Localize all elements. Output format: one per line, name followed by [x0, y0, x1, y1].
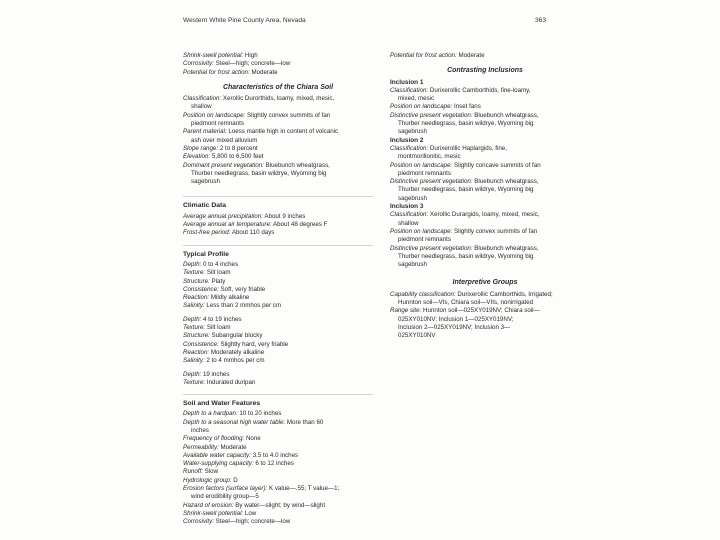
- field-value: Less than 2 mmhos per cm: [204, 302, 282, 310]
- field-value: About 9 inches: [263, 212, 306, 220]
- field-value: Moderate: [218, 443, 247, 451]
- field-label: Distinctive present vegetation:: [390, 111, 473, 119]
- field-value: 2 to 8 percent: [218, 144, 258, 152]
- field-continuation: [183, 178, 373, 186]
- field-line: [183, 332, 373, 340]
- field-line: [390, 178, 580, 186]
- field-value: Xerollic Durargids, loamy, mixed, mesic,: [428, 211, 540, 219]
- field-label: Depth to a seasonal high water table:: [183, 418, 286, 426]
- field-value: Soft, very friable: [218, 285, 266, 293]
- field-label: Texture:: [183, 378, 206, 386]
- field-label: Texture:: [183, 324, 206, 332]
- field-value: Bluebunch wheatgrass,: [263, 161, 330, 169]
- field-value: piedmont remnants: [398, 236, 451, 244]
- field-label: Frequency of flooding:: [183, 435, 245, 443]
- field-label: Consistence:: [183, 340, 219, 348]
- field-continuation: [390, 236, 580, 244]
- field-value: sagebrush: [398, 128, 427, 136]
- field-value: Hunnton soil—VIs, Chiara soil—VIIs, nonirrigated: [398, 299, 534, 307]
- field-value: More than 60: [285, 418, 324, 426]
- field-value: Slightly concave summits of fan: [452, 161, 541, 169]
- field-label: Reaction:: [183, 294, 210, 302]
- field-value: Moderately alkaline: [209, 348, 265, 356]
- field-label: Hazard of erosion:: [183, 501, 234, 509]
- field-line: [183, 69, 373, 77]
- field-label: Shrink-swell potential:: [183, 52, 244, 59]
- field-label: Range site:: [390, 307, 422, 315]
- field-value: Steel—high; concrete—low: [213, 60, 291, 68]
- left-column: [183, 52, 373, 527]
- field-label: Potential for frost action:: [390, 52, 457, 59]
- field-line: [390, 228, 580, 236]
- running-header: Western White Pine County Area, Nevada: [183, 17, 306, 24]
- section-heading-inclusions: Contrasting Inclusions: [447, 67, 523, 75]
- field-value: Bluebunch wheatgrass,: [472, 111, 539, 119]
- field-label: Depth:: [183, 370, 202, 378]
- field-label: Available water capacity:: [183, 451, 251, 459]
- field-continuation: [390, 170, 580, 178]
- section-heading-interpretive: Interpretive Groups: [452, 279, 518, 287]
- field-value: Thurber needlegrass, basin wildrye, Wyoming big: [191, 169, 327, 177]
- section-divider: [183, 394, 373, 395]
- field-value: shallow: [191, 103, 212, 111]
- field-line: [183, 316, 373, 324]
- spacer: [183, 387, 373, 392]
- field-label: Depth:: [183, 260, 202, 268]
- field-line: [183, 379, 373, 387]
- field-value: Platy: [209, 277, 226, 285]
- field-label: Permeability:: [183, 443, 219, 451]
- field-continuation: [390, 220, 580, 228]
- field-label: Structure:: [183, 332, 210, 340]
- field-continuation: [390, 186, 580, 194]
- field-label: Position on landscape:: [390, 227, 453, 235]
- field-label: Corrosivity:: [183, 518, 214, 526]
- field-continuation: [183, 103, 373, 111]
- field-line: [183, 324, 373, 332]
- field-label: Depth to a hardpan:: [183, 410, 238, 418]
- field-value: Durixerollic Camborthids, Irrigated;: [455, 290, 553, 298]
- section-divider: [183, 245, 373, 246]
- field-value: Durixerollic Haplargids, fine,: [428, 144, 507, 152]
- field-line: [183, 294, 373, 302]
- field-continuation: [390, 332, 580, 340]
- field-value: Loess mantle high in content of volcanic: [226, 128, 339, 136]
- field-line: [183, 162, 373, 170]
- field-value: Slightly convex summits of fan: [245, 111, 331, 119]
- field-line: [183, 95, 373, 103]
- field-value: wind erodibility group—5: [191, 493, 259, 501]
- field-value: Slightly hard, very friable: [218, 340, 289, 348]
- field-line: [390, 245, 580, 253]
- field-value: piedmont remnants: [191, 120, 244, 128]
- field-line: [183, 510, 373, 518]
- field-value: Silt loam: [205, 324, 231, 332]
- field-line: [183, 502, 373, 510]
- field-line: [183, 444, 373, 452]
- field-line: [390, 112, 580, 120]
- field-value: None: [244, 435, 261, 443]
- field-continuation: [390, 128, 580, 136]
- field-line: [183, 60, 373, 68]
- field-line: [183, 286, 373, 294]
- field-continuation: [390, 261, 580, 269]
- field-continuation: [390, 299, 580, 307]
- field-label: Salinity:: [183, 357, 205, 365]
- field-line: [183, 229, 373, 237]
- field-continuation: [183, 170, 373, 178]
- section-heading-soil-water: Soil and Water Features: [183, 400, 261, 408]
- field-label: Hydrologic group:: [183, 476, 232, 484]
- field-value: D: [231, 476, 238, 484]
- field-value: High: [243, 52, 258, 59]
- field-label: Shrink-swell potential:: [183, 509, 244, 517]
- section-divider: [183, 196, 373, 197]
- field-value: 19 inches: [201, 370, 230, 378]
- field-value: Xerollic Durorthids, loamy, mixed, mesic,: [221, 95, 335, 103]
- field-line: [183, 518, 373, 526]
- field-value: inches: [191, 426, 209, 434]
- field-value: sagebrush: [191, 178, 220, 186]
- field-value: Indurated duripan: [205, 378, 256, 386]
- field-line: [390, 145, 580, 153]
- field-label: Average annual precipitation:: [183, 212, 264, 220]
- field-line: [183, 145, 373, 153]
- section-heading-chiara: Characteristics of the Chiara Soil: [222, 83, 334, 91]
- field-value: Moderate: [249, 68, 278, 76]
- field-label: Water-supplying capacity:: [183, 460, 254, 468]
- field-label: Capability classification:: [390, 290, 456, 298]
- field-value: mixed, mesic: [398, 95, 435, 103]
- field-label: Depth:: [183, 315, 202, 323]
- field-label: Classification:: [390, 144, 429, 152]
- field-continuation: [390, 95, 580, 103]
- field-value: K value—.55; T value—1;: [267, 485, 340, 493]
- field-value: Low: [243, 509, 257, 517]
- field-label: Classification:: [390, 211, 429, 219]
- field-line: [390, 87, 580, 95]
- field-label: Classification:: [390, 86, 429, 94]
- field-line: [183, 485, 373, 493]
- spacer: [183, 238, 373, 243]
- field-line: [183, 435, 373, 443]
- field-label: Position on landscape:: [183, 111, 246, 119]
- field-value: By water—slight; by wind—slight: [233, 501, 326, 509]
- field-value: Durixerollic Camborthids, fine-loamy,: [428, 86, 531, 94]
- field-line: [183, 221, 373, 229]
- field-value: Inclusion 2—025XY019NV; Inclusion 3—: [398, 323, 511, 331]
- right-column: [390, 52, 580, 341]
- field-value: sagebrush: [398, 261, 427, 269]
- field-label: Corrosivity:: [183, 60, 214, 68]
- spacer: [390, 269, 580, 277]
- spacer: [183, 186, 373, 194]
- field-line: [390, 291, 580, 299]
- field-line: [183, 371, 373, 379]
- field-line: [390, 211, 580, 219]
- field-label: Slope range:: [183, 144, 219, 152]
- field-label: Texture:: [183, 269, 206, 277]
- field-label: Structure:: [183, 277, 210, 285]
- field-label: Reaction:: [183, 348, 210, 356]
- field-value: 4 to 19 inches: [201, 315, 242, 323]
- field-value: Slightly convex summits of fan: [452, 227, 538, 235]
- field-line: [390, 103, 580, 111]
- field-value: shallow: [398, 219, 419, 227]
- field-continuation: [390, 316, 580, 324]
- field-continuation: [390, 253, 580, 261]
- field-label: Frost-free period:: [183, 229, 231, 237]
- page-number: 363: [535, 17, 547, 24]
- inclusion-title: Inclusion 1: [390, 78, 424, 86]
- field-value: 0 to 4 inches: [201, 260, 239, 268]
- field-line: [183, 410, 373, 418]
- field-value: Thurber needlegrass, basin wildrye, Wyoming big: [398, 186, 534, 194]
- field-value: About 110 days: [230, 229, 275, 237]
- field-value: Bluebunch wheatgrass,: [472, 178, 539, 186]
- field-continuation: [390, 195, 580, 203]
- field-line: [183, 341, 373, 349]
- field-line: [183, 468, 373, 476]
- field-line: [183, 153, 373, 161]
- field-value: Inset fans: [452, 103, 481, 111]
- inclusion-title: Inclusion 3: [390, 203, 424, 211]
- field-value: Silt loam: [205, 269, 231, 277]
- field-label: Runoff:: [183, 468, 203, 476]
- field-value: Moderate: [456, 52, 485, 59]
- field-continuation: [183, 120, 373, 128]
- field-line: [183, 452, 373, 460]
- field-value: Bluebunch wheatgrass,: [472, 244, 539, 252]
- field-continuation: [390, 153, 580, 161]
- field-value: Mildly alkaline: [209, 294, 250, 302]
- field-line: [390, 307, 580, 315]
- field-value: piedmont remnants: [398, 169, 451, 177]
- field-label: Average annual air temperature:: [183, 221, 272, 229]
- field-continuation: [390, 324, 580, 332]
- field-line: [183, 213, 373, 221]
- field-continuation: [183, 427, 373, 435]
- section-heading-climatic: Climatic Data: [183, 202, 227, 210]
- field-value: Steel—high; concrete—low: [213, 518, 291, 526]
- field-label: Salinity:: [183, 302, 205, 310]
- field-line: [390, 162, 580, 170]
- field-line: [183, 278, 373, 286]
- field-line: [183, 128, 373, 136]
- field-value: Hunnton soil—025XY019NV; Chiara soil—: [421, 307, 540, 315]
- field-label: Erosion factors (surface layer):: [183, 485, 268, 493]
- field-value: 3.5 to 4.0 inches: [250, 451, 299, 459]
- field-value: Subangular blocky: [209, 332, 263, 340]
- field-label: Distinctive present vegetation:: [390, 244, 473, 252]
- inclusion-title: Inclusion 2: [390, 136, 424, 144]
- field-label: Position on landscape:: [390, 103, 453, 111]
- field-label: Dominant present vegetation:: [183, 161, 264, 169]
- field-line: [390, 52, 580, 60]
- section-heading-profile: Typical Profile: [183, 250, 229, 258]
- field-value: Slow: [202, 468, 219, 476]
- field-value: Thurber needlegrass, basin wildrye, Wyoming big: [398, 252, 534, 260]
- field-line: [183, 357, 373, 365]
- field-line: [183, 269, 373, 277]
- field-value: 2 to 4 mmhos per cm: [204, 357, 265, 365]
- field-value: montmorillonitic, mesic: [398, 153, 461, 161]
- field-line: [183, 460, 373, 468]
- field-value: 025XY010NV; Inclusion 1—025XY019NV;: [398, 315, 514, 323]
- field-value: sagebrush: [398, 194, 427, 202]
- field-line: [183, 477, 373, 485]
- field-continuation: [390, 120, 580, 128]
- field-label: Classification:: [183, 95, 222, 103]
- field-label: Potential for frost action:: [183, 68, 250, 76]
- field-line: [183, 302, 373, 310]
- field-label: Position on landscape:: [390, 161, 453, 169]
- field-line: [183, 112, 373, 120]
- field-value: About 48 degrees F: [271, 221, 328, 229]
- field-continuation: [183, 137, 373, 145]
- field-label: Consistence:: [183, 285, 219, 293]
- field-value: 5,800 to 6,500 feet: [210, 153, 264, 161]
- field-label: Parent material:: [183, 128, 227, 136]
- field-line: [183, 349, 373, 357]
- field-label: Elevation:: [183, 153, 211, 161]
- field-label: Distinctive present vegetation:: [390, 178, 473, 186]
- field-value: Thurber needlegrass, basin wildrye, Wyoming big: [398, 120, 534, 128]
- field-value: 10 to 20 inches: [237, 410, 282, 418]
- field-line: [183, 261, 373, 269]
- field-line: [183, 419, 373, 427]
- field-value: 6 to 12 inches: [253, 460, 294, 468]
- field-value: 025XY010NV: [398, 332, 436, 340]
- field-continuation: [183, 493, 373, 501]
- field-line: [183, 52, 373, 60]
- field-value: ash over mixed alluvium: [191, 136, 258, 144]
